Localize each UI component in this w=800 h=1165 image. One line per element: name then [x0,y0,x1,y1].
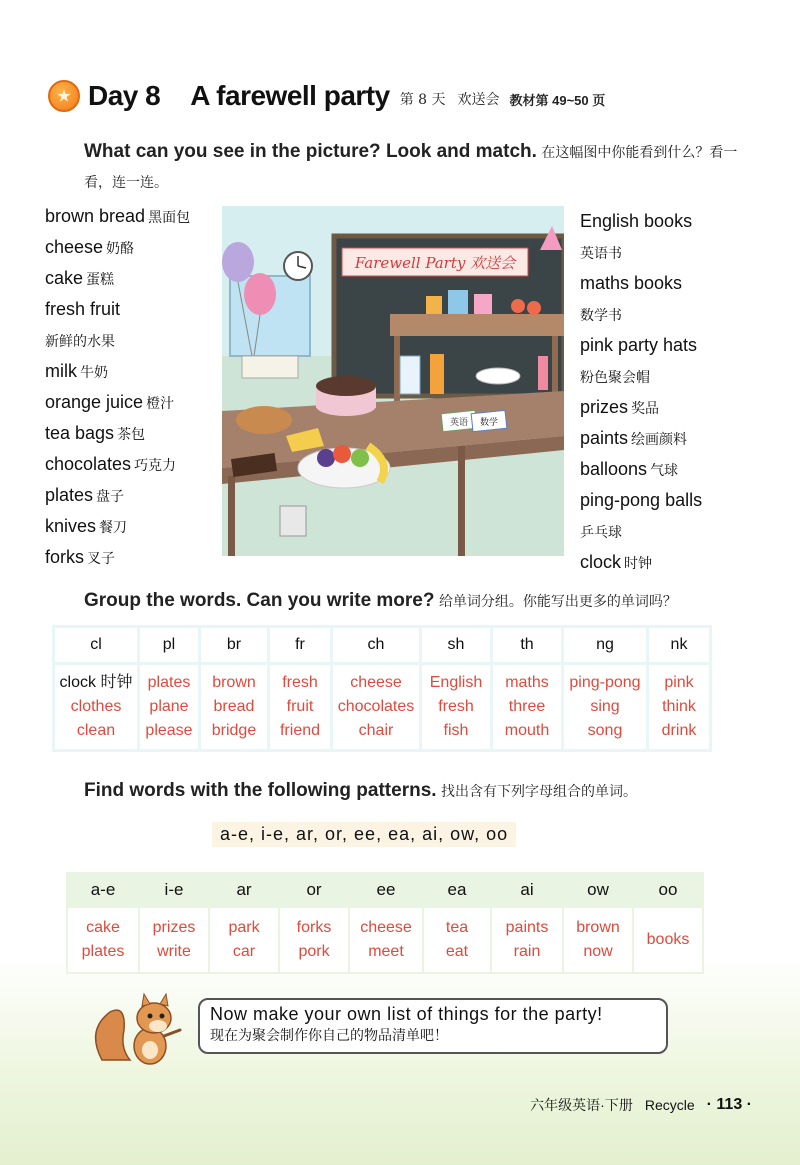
group-word: fresh [438,698,474,715]
banner-text: Farewell Party 欢送会 [354,254,516,272]
pattern-cell [350,908,422,972]
pattern-cell [280,908,348,972]
english-book-label: 英语 [449,418,469,428]
word-line [45,356,190,387]
word-en: orange juice [45,392,144,412]
group-word: chair [358,722,394,739]
pattern-header-ea: ea [424,874,490,906]
word-line [580,361,702,392]
group-header-sh: sh [422,628,490,662]
group-word: bread [213,698,255,715]
word-cn: 茶包 [117,427,146,443]
group-word: chocolates [337,698,415,715]
pattern-word: brown [576,919,620,936]
pattern-word: car [232,943,256,960]
word-en: cheese [45,237,104,257]
word-en: English books [580,211,693,231]
word-en: chocolates [45,454,132,474]
textbook-pages: 教材第 49~50 页 [509,92,606,108]
day-label: Day 8 [88,80,161,111]
bubble-text-cn: 现在为聚会制作你自己的物品清单吧！ [210,1028,448,1044]
title-row [48,74,605,118]
group-word: plane [149,698,189,715]
pattern-word: forks [296,919,332,936]
pattern-word: tea [445,919,469,936]
group-word: clean [76,722,116,739]
word-cn: 叉子 [87,551,116,567]
pattern-word: plates [81,943,125,960]
pattern-header-ie: i-e [140,874,208,906]
word-line [45,232,190,263]
left-word-list [45,201,190,573]
word-line [45,263,190,294]
patterns-table-wrap [66,872,704,974]
pattern-word: park [228,919,260,936]
pattern-word: cheese [360,919,412,936]
pattern-cell [424,908,490,972]
group-word: friend [279,722,321,739]
group-words-table [52,625,712,752]
word-line [580,268,702,299]
pattern-word: meet [368,943,404,960]
group-cell [564,665,646,749]
pattern-cell [68,908,138,972]
word-cn: 橙汁 [146,396,175,412]
page-footer [530,1095,752,1115]
pattern-word: prizes [152,919,196,936]
word-line [580,454,702,485]
group-cell [333,665,419,749]
section1-instruction-cn: 在这幅图中你能看到什么？看一看，连一连。 [84,145,738,191]
word-en: plates [45,485,94,505]
group-word: fruit [286,698,314,715]
pattern-cell [210,908,278,972]
section1-instruction-en: What can you see in the picture? Look and match. [84,141,537,162]
group-header-ch: ch [333,628,419,662]
word-en: knives [45,516,97,536]
group-header-pl: pl [140,628,198,662]
word-cn: 牛奶 [80,365,108,381]
section1-instruction [84,137,744,198]
lesson-title-cn: 欢送会 [457,92,500,108]
group-header-nk: nk [649,628,709,662]
group-word: plates [147,674,191,691]
group-cell [493,665,561,749]
word-en: brown bread [45,206,146,226]
word-line [580,330,702,361]
pattern-word: paints [505,919,549,936]
word-en: tea bags [45,423,115,443]
word-en: paints [580,428,629,448]
group-word: mouth [504,722,550,739]
word-cn: 奖品 [631,401,660,417]
group-word: clothes [70,698,122,715]
word-cn: 数学书 [580,308,622,324]
word-en: clock [580,552,622,572]
word-en: cake [45,268,84,288]
word-line [580,299,702,330]
word-cn: 黑面包 [148,210,191,226]
word-line [580,516,702,547]
word-en: milk [45,361,77,381]
word-line [580,237,702,268]
group-word: three [508,698,546,715]
word-en: ping-pong balls [580,490,703,510]
group-word: please [145,722,193,739]
pattern-header-oo: oo [634,874,702,906]
group-word: sing [590,698,620,715]
word-line [45,449,190,480]
lesson-day-cn: 第 8 天 [399,92,446,108]
section3-instruction-cn: 找出含有下列字母组合的单词。 [441,784,637,800]
group-word: clock 时钟 [59,674,133,691]
section3-instruction-en: Find words with the following patterns. [84,780,437,801]
group-word: brown [212,674,256,691]
word-line [580,485,702,516]
pattern-cell [564,908,632,972]
section3-instruction [84,778,637,805]
word-line [45,325,190,356]
word-cn: 巧克力 [134,458,177,474]
group-word: cheese [350,674,402,691]
group-header-ng: ng [564,628,646,662]
word-line [45,387,190,418]
group-word: maths [505,674,549,691]
word-line [45,294,190,325]
group-cell [55,665,137,749]
word-en: fresh fruit [45,299,121,319]
word-line [45,511,190,542]
group-cell [422,665,490,749]
pattern-header-ow: ow [564,874,632,906]
lesson-title: A farewell party [190,80,390,111]
group-word: ping-pong [569,674,641,691]
word-en: forks [45,547,85,567]
word-cn: 气球 [650,463,679,479]
group-word: song [587,722,623,739]
word-line [580,423,702,454]
word-line [580,547,702,578]
word-line [45,480,190,511]
word-cn: 餐刀 [99,520,128,536]
word-cn: 粉色聚会帽 [580,370,650,386]
pattern-word: rain [513,943,541,960]
right-word-list [580,206,702,578]
pattern-word: write [157,943,191,960]
group-word: fresh [282,674,318,691]
maths-book-label: 数学 [479,418,499,428]
word-cn: 时钟 [624,556,653,572]
pattern-word: books [646,931,690,948]
word-cn: 乒乓球 [580,525,622,541]
group-cell [270,665,330,749]
squirrel-mascot-icon [92,990,192,1070]
page-number: · 113 · [706,1096,752,1113]
word-line [45,418,190,449]
word-cn: 绘画颜料 [631,432,688,448]
pattern-header-ai: ai [492,874,562,906]
pattern-header-ar: ar [210,874,278,906]
pattern-word: cake [86,919,120,936]
pattern-cell [140,908,208,972]
pattern-header-or: or [280,874,348,906]
word-en: pink party hats [580,335,698,355]
word-line [45,201,190,232]
group-cell [140,665,198,749]
pattern-header-ee: ee [350,874,422,906]
group-header-cl: cl [55,628,137,662]
word-en: balloons [580,459,648,479]
group-cell [201,665,267,749]
group-word: English [429,674,483,691]
bubble-text-en: Now make your own list of things for the party! [210,1004,603,1024]
party-scene-illustration [222,206,564,556]
group-word: think [662,698,696,715]
group-word: drink [661,722,697,739]
group-words-table-wrap [52,625,712,752]
word-line [580,206,702,237]
party-picture [222,206,564,556]
group-cell [649,665,709,749]
word-cn: 奶酪 [106,241,135,257]
group-word: pink [664,674,694,691]
group-header-th: th [493,628,561,662]
section2-instruction [84,588,677,615]
letter-patterns: a-e, i-e, ar, or, ee, ea, ai, ow, oo [212,822,516,847]
word-cn: 盘子 [96,489,125,505]
footer-unit: Recycle [644,1097,695,1113]
word-cn: 英语书 [580,246,622,262]
pattern-cell [634,908,702,972]
group-header-br: br [201,628,267,662]
patterns-table [66,872,704,974]
group-word: bridge [211,722,257,739]
pattern-cell [492,908,562,972]
word-en: maths books [580,273,683,293]
pattern-word: pork [298,943,330,960]
section2-instruction-cn: 给单词分组。你能写出更多的单词吗？ [438,594,677,610]
star-badge-icon [48,80,80,112]
group-header-fr: fr [270,628,330,662]
word-line [45,542,190,573]
word-cn: 蛋糕 [86,272,115,288]
section2-instruction-en: Group the words. Can you write more? [84,590,435,611]
speech-bubble [198,998,668,1054]
footer-book: 六年级英语·下册 [530,1097,633,1113]
pattern-header-ae: a-e [68,874,138,906]
group-word: fish [443,722,469,739]
word-en: prizes [580,397,629,417]
pattern-word: eat [445,943,469,960]
word-cn: 新鲜的水果 [45,334,115,350]
word-line [580,392,702,423]
pattern-word: now [583,943,613,960]
